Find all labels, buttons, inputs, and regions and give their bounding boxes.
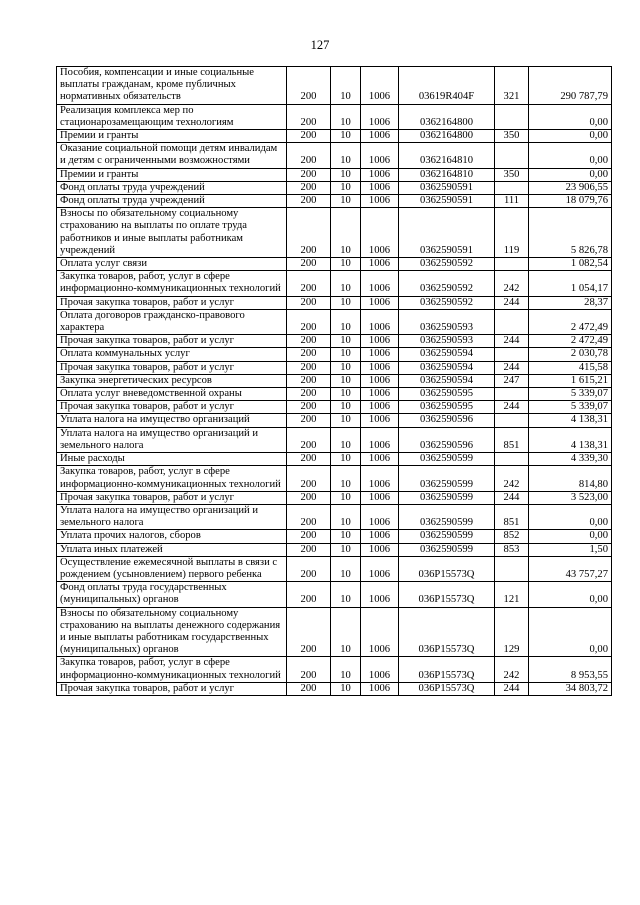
cell-section-code: 10	[331, 67, 361, 105]
cell-target-article: 0362590594	[399, 374, 495, 387]
cell-amount: 2 030,78	[529, 348, 612, 361]
cell-section-code: 10	[331, 491, 361, 504]
cell-section-code: 10	[331, 466, 361, 491]
cell-subsection-code: 1006	[361, 361, 399, 374]
cell-subsection-code: 1006	[361, 296, 399, 309]
cell-admin-code: 200	[287, 67, 331, 105]
cell-amount: 415,58	[529, 361, 612, 374]
cell-section-code: 10	[331, 348, 361, 361]
cell-subsection-code: 1006	[361, 682, 399, 695]
cell-admin-code: 200	[287, 361, 331, 374]
cell-expense-type	[495, 309, 529, 334]
cell-admin-code: 200	[287, 181, 331, 194]
cell-item-name: Оплата коммунальных услуг	[57, 348, 287, 361]
cell-target-article: 036P15573Q	[399, 582, 495, 607]
cell-item-name: Осуществление ежемесячной выплаты в связи с рождением (усыновлением) первого ребенка	[57, 556, 287, 581]
cell-admin-code: 200	[287, 401, 331, 414]
cell-target-article: 0362590599	[399, 504, 495, 529]
cell-section-code: 10	[331, 453, 361, 466]
cell-subsection-code: 1006	[361, 143, 399, 168]
table-row	[57, 143, 612, 168]
cell-amount: 0,00	[529, 582, 612, 607]
cell-item-name: Прочая закупка товаров, работ и услуг	[57, 361, 287, 374]
cell-section-code: 10	[331, 401, 361, 414]
cell-target-article: 0362590591	[399, 208, 495, 258]
cell-expense-type: 129	[495, 607, 529, 657]
table-row	[57, 296, 612, 309]
cell-item-name: Закупка товаров, работ, услуг в сфере информационно-коммуникационных технологий	[57, 466, 287, 491]
cell-admin-code: 200	[287, 530, 331, 543]
cell-amount: 28,37	[529, 296, 612, 309]
cell-target-article: 0362590596	[399, 427, 495, 452]
cell-admin-code: 200	[287, 143, 331, 168]
cell-target-article: 0362590599	[399, 543, 495, 556]
cell-subsection-code: 1006	[361, 582, 399, 607]
cell-subsection-code: 1006	[361, 67, 399, 105]
cell-section-code: 10	[331, 504, 361, 529]
cell-amount: 5 826,78	[529, 208, 612, 258]
cell-amount: 814,80	[529, 466, 612, 491]
table-row	[57, 67, 612, 105]
cell-admin-code: 200	[287, 582, 331, 607]
cell-item-name: Прочая закупка товаров, работ и услуг	[57, 335, 287, 348]
cell-target-article: 0362590599	[399, 530, 495, 543]
cell-admin-code: 200	[287, 335, 331, 348]
table-row	[57, 388, 612, 401]
cell-expense-type	[495, 556, 529, 581]
cell-target-article: 0362590591	[399, 181, 495, 194]
page-number: 127	[310, 38, 330, 52]
cell-section-code: 10	[331, 361, 361, 374]
cell-target-article: 0362164800	[399, 130, 495, 143]
table-row	[57, 258, 612, 271]
table-row	[57, 657, 612, 682]
cell-admin-code: 200	[287, 682, 331, 695]
cell-amount: 290 787,79	[529, 67, 612, 105]
cell-target-article: 0362590593	[399, 335, 495, 348]
cell-expense-type: 852	[495, 530, 529, 543]
cell-expense-type	[495, 348, 529, 361]
cell-item-name: Закупка энергетических ресурсов	[57, 374, 287, 387]
cell-amount: 0,00	[529, 530, 612, 543]
cell-subsection-code: 1006	[361, 414, 399, 427]
cell-expense-type: 321	[495, 67, 529, 105]
cell-target-article: 0362590599	[399, 453, 495, 466]
cell-section-code: 10	[331, 130, 361, 143]
cell-section-code: 10	[331, 208, 361, 258]
cell-section-code: 10	[331, 309, 361, 334]
cell-expense-type: 242	[495, 271, 529, 296]
cell-amount: 5 339,07	[529, 388, 612, 401]
cell-expense-type	[495, 143, 529, 168]
cell-amount: 1 082,54	[529, 258, 612, 271]
cell-amount: 23 906,55	[529, 181, 612, 194]
cell-item-name: Прочая закупка товаров, работ и услуг	[57, 491, 287, 504]
cell-expense-type: 853	[495, 543, 529, 556]
table-row	[57, 414, 612, 427]
table-row	[57, 335, 612, 348]
cell-section-code: 10	[331, 388, 361, 401]
cell-subsection-code: 1006	[361, 168, 399, 181]
cell-subsection-code: 1006	[361, 556, 399, 581]
cell-section-code: 10	[331, 143, 361, 168]
cell-item-name: Фонд оплаты труда государственных (муниципальных) органов	[57, 582, 287, 607]
table-row	[57, 130, 612, 143]
cell-subsection-code: 1006	[361, 258, 399, 271]
table-row	[57, 181, 612, 194]
cell-amount: 2 472,49	[529, 309, 612, 334]
cell-expense-type: 247	[495, 374, 529, 387]
cell-subsection-code: 1006	[361, 335, 399, 348]
cell-item-name: Фонд оплаты труда учреждений	[57, 181, 287, 194]
cell-admin-code: 200	[287, 607, 331, 657]
cell-expense-type	[495, 388, 529, 401]
cell-target-article: 0362590595	[399, 401, 495, 414]
cell-subsection-code: 1006	[361, 401, 399, 414]
cell-subsection-code: 1006	[361, 504, 399, 529]
cell-subsection-code: 1006	[361, 271, 399, 296]
cell-item-name: Закупка товаров, работ, услуг в сфере информационно-коммуникационных технологий	[57, 271, 287, 296]
cell-admin-code: 200	[287, 657, 331, 682]
cell-expense-type: 244	[495, 682, 529, 695]
cell-target-article: 0362590592	[399, 258, 495, 271]
cell-admin-code: 200	[287, 466, 331, 491]
cell-target-article: 0362590599	[399, 491, 495, 504]
cell-section-code: 10	[331, 657, 361, 682]
cell-item-name: Пособия, компенсации и иные социальные выплаты гражданам, кроме публичных нормативных обязательств	[57, 67, 287, 105]
table-row	[57, 361, 612, 374]
cell-item-name: Уплата налога на имущество организаций	[57, 414, 287, 427]
cell-subsection-code: 1006	[361, 195, 399, 208]
cell-admin-code: 200	[287, 556, 331, 581]
cell-amount: 34 803,72	[529, 682, 612, 695]
cell-expense-type: 121	[495, 582, 529, 607]
cell-target-article: 0362590591	[399, 195, 495, 208]
table-row	[57, 556, 612, 581]
table-row	[57, 504, 612, 529]
table-row	[57, 104, 612, 129]
cell-section-code: 10	[331, 543, 361, 556]
cell-admin-code: 200	[287, 543, 331, 556]
table-row	[57, 466, 612, 491]
cell-expense-type	[495, 414, 529, 427]
cell-target-article: 0362590592	[399, 271, 495, 296]
cell-amount: 18 079,76	[529, 195, 612, 208]
cell-expense-type: 242	[495, 466, 529, 491]
cell-section-code: 10	[331, 271, 361, 296]
table-row	[57, 491, 612, 504]
cell-section-code: 10	[331, 582, 361, 607]
cell-subsection-code: 1006	[361, 530, 399, 543]
table-row	[57, 348, 612, 361]
cell-item-name: Фонд оплаты труда учреждений	[57, 195, 287, 208]
cell-target-article: 0362164810	[399, 143, 495, 168]
cell-section-code: 10	[331, 168, 361, 181]
cell-subsection-code: 1006	[361, 208, 399, 258]
cell-amount: 0,00	[529, 607, 612, 657]
cell-amount: 1,50	[529, 543, 612, 556]
cell-section-code: 10	[331, 682, 361, 695]
cell-expense-type: 851	[495, 427, 529, 452]
cell-section-code: 10	[331, 335, 361, 348]
cell-admin-code: 200	[287, 453, 331, 466]
cell-item-name: Оплата услуг вневедомственной охраны	[57, 388, 287, 401]
budget-table	[56, 66, 612, 696]
cell-target-article: 0362590595	[399, 388, 495, 401]
cell-expense-type: 244	[495, 296, 529, 309]
cell-admin-code: 200	[287, 388, 331, 401]
cell-admin-code: 200	[287, 195, 331, 208]
cell-target-article: 036P15573Q	[399, 657, 495, 682]
cell-item-name: Взносы по обязательному социальному страхованию на выплаты денежного содержания и иные выплаты работникам государственных (муниципальных) органов	[57, 607, 287, 657]
table-row	[57, 195, 612, 208]
cell-admin-code: 200	[287, 104, 331, 129]
cell-expense-type	[495, 453, 529, 466]
cell-admin-code: 200	[287, 348, 331, 361]
table-row	[57, 374, 612, 387]
cell-admin-code: 200	[287, 168, 331, 181]
cell-subsection-code: 1006	[361, 309, 399, 334]
cell-admin-code: 200	[287, 414, 331, 427]
cell-item-name: Премии и гранты	[57, 130, 287, 143]
cell-expense-type	[495, 258, 529, 271]
cell-admin-code: 200	[287, 427, 331, 452]
cell-target-article: 0362590592	[399, 296, 495, 309]
cell-expense-type: 111	[495, 195, 529, 208]
table-row	[57, 401, 612, 414]
cell-section-code: 10	[331, 181, 361, 194]
cell-amount: 1 615,21	[529, 374, 612, 387]
cell-target-article: 0362590599	[399, 466, 495, 491]
cell-subsection-code: 1006	[361, 374, 399, 387]
cell-section-code: 10	[331, 414, 361, 427]
cell-amount: 0,00	[529, 168, 612, 181]
cell-item-name: Оплата договоров гражданско-правового характера	[57, 309, 287, 334]
cell-section-code: 10	[331, 530, 361, 543]
cell-amount: 0,00	[529, 143, 612, 168]
cell-section-code: 10	[331, 195, 361, 208]
cell-section-code: 10	[331, 607, 361, 657]
table-row	[57, 543, 612, 556]
cell-amount: 4 339,30	[529, 453, 612, 466]
cell-expense-type	[495, 181, 529, 194]
cell-amount: 0,00	[529, 130, 612, 143]
cell-item-name: Уплата налога на имущество организаций и земельного налога	[57, 504, 287, 529]
cell-subsection-code: 1006	[361, 181, 399, 194]
cell-subsection-code: 1006	[361, 466, 399, 491]
cell-admin-code: 200	[287, 130, 331, 143]
cell-expense-type: 242	[495, 657, 529, 682]
cell-subsection-code: 1006	[361, 657, 399, 682]
cell-item-name: Оказание социальной помощи детям инвалидам и детям с ограниченными возможностями	[57, 143, 287, 168]
cell-target-article: 0362590596	[399, 414, 495, 427]
cell-amount: 1 054,17	[529, 271, 612, 296]
table-row	[57, 582, 612, 607]
cell-item-name: Прочая закупка товаров, работ и услуг	[57, 296, 287, 309]
cell-subsection-code: 1006	[361, 427, 399, 452]
cell-target-article: 036P15573Q	[399, 607, 495, 657]
cell-expense-type: 350	[495, 168, 529, 181]
table-row	[57, 607, 612, 657]
cell-item-name: Реализация комплекса мер по стационарозамещающим технологиям	[57, 104, 287, 129]
cell-expense-type: 119	[495, 208, 529, 258]
cell-item-name: Взносы по обязательному социальному страхованию на выплаты по оплате труда работников и иные выплаты работникам учреждений	[57, 208, 287, 258]
cell-item-name: Прочая закупка товаров, работ и услуг	[57, 401, 287, 414]
cell-expense-type: 244	[495, 335, 529, 348]
cell-admin-code: 200	[287, 504, 331, 529]
cell-subsection-code: 1006	[361, 543, 399, 556]
cell-section-code: 10	[331, 258, 361, 271]
cell-section-code: 10	[331, 556, 361, 581]
cell-section-code: 10	[331, 296, 361, 309]
cell-target-article: 03619R404F	[399, 67, 495, 105]
cell-expense-type	[495, 104, 529, 129]
table-row	[57, 309, 612, 334]
cell-subsection-code: 1006	[361, 453, 399, 466]
cell-item-name: Премии и гранты	[57, 168, 287, 181]
cell-subsection-code: 1006	[361, 388, 399, 401]
cell-amount: 0,00	[529, 504, 612, 529]
cell-expense-type: 244	[495, 491, 529, 504]
cell-section-code: 10	[331, 104, 361, 129]
cell-expense-type: 350	[495, 130, 529, 143]
cell-item-name: Уплата прочих налогов, сборов	[57, 530, 287, 543]
cell-item-name: Закупка товаров, работ, услуг в сфере информационно-коммуникационных технологий	[57, 657, 287, 682]
table-row	[57, 271, 612, 296]
cell-item-name: Уплата иных платежей	[57, 543, 287, 556]
cell-expense-type: 244	[495, 361, 529, 374]
cell-target-article: 0362590594	[399, 348, 495, 361]
cell-amount: 5 339,07	[529, 401, 612, 414]
cell-admin-code: 200	[287, 271, 331, 296]
table-row	[57, 682, 612, 695]
cell-item-name: Прочая закупка товаров, работ и услуг	[57, 682, 287, 695]
cell-subsection-code: 1006	[361, 491, 399, 504]
cell-section-code: 10	[331, 374, 361, 387]
cell-amount: 2 472,49	[529, 335, 612, 348]
table-row	[57, 453, 612, 466]
cell-admin-code: 200	[287, 374, 331, 387]
cell-subsection-code: 1006	[361, 104, 399, 129]
cell-amount: 0,00	[529, 104, 612, 129]
cell-amount: 4 138,31	[529, 427, 612, 452]
cell-expense-type: 851	[495, 504, 529, 529]
cell-amount: 3 523,00	[529, 491, 612, 504]
cell-target-article: 0362164810	[399, 168, 495, 181]
cell-subsection-code: 1006	[361, 130, 399, 143]
cell-section-code: 10	[331, 427, 361, 452]
cell-item-name: Иные расходы	[57, 453, 287, 466]
cell-admin-code: 200	[287, 296, 331, 309]
table-row	[57, 427, 612, 452]
cell-target-article: 0362590593	[399, 309, 495, 334]
cell-expense-type: 244	[495, 401, 529, 414]
cell-amount: 8 953,55	[529, 657, 612, 682]
table-row	[57, 530, 612, 543]
table-row	[57, 168, 612, 181]
cell-admin-code: 200	[287, 208, 331, 258]
cell-target-article: 0362590594	[399, 361, 495, 374]
cell-target-article: 036P15573Q	[399, 682, 495, 695]
budget-table-body	[57, 67, 612, 696]
cell-target-article: 036P15573Q	[399, 556, 495, 581]
cell-admin-code: 200	[287, 258, 331, 271]
cell-amount: 43 757,27	[529, 556, 612, 581]
cell-subsection-code: 1006	[361, 348, 399, 361]
table-row	[57, 208, 612, 258]
cell-admin-code: 200	[287, 491, 331, 504]
cell-item-name: Уплата налога на имущество организаций и земельного налога	[57, 427, 287, 452]
cell-amount: 4 138,31	[529, 414, 612, 427]
cell-subsection-code: 1006	[361, 607, 399, 657]
cell-target-article: 0362164800	[399, 104, 495, 129]
cell-admin-code: 200	[287, 309, 331, 334]
cell-item-name: Оплата услуг связи	[57, 258, 287, 271]
